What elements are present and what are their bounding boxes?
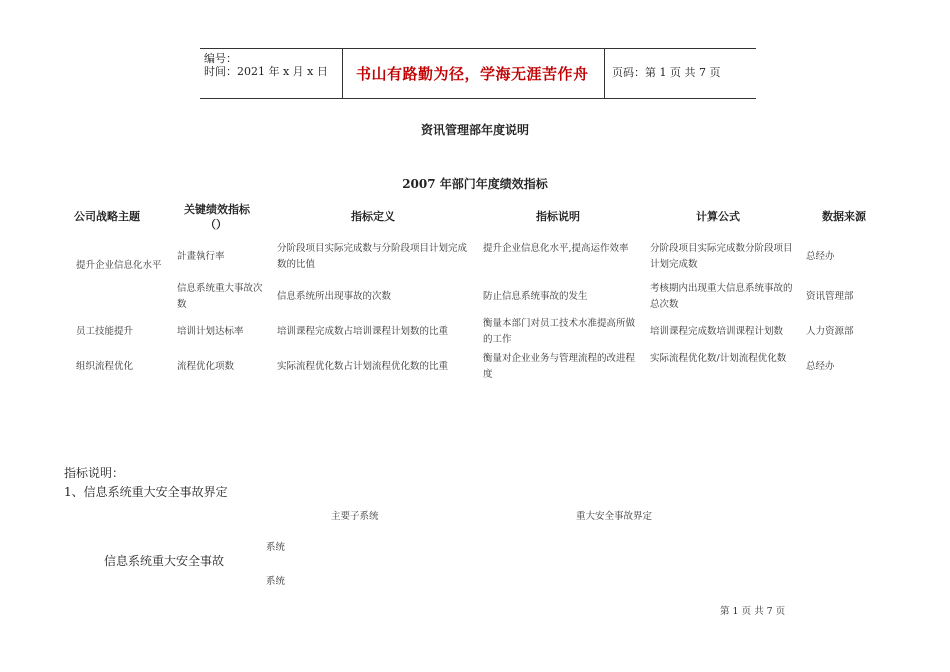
subtable-header-definition: 重大安全事故界定 (576, 511, 653, 522)
cell-definition: 实际流程优化数占计划流程优化数的比重 (277, 361, 449, 372)
cell-definition: 信息系统所出现事故的次数 (277, 291, 392, 302)
subtable-row-label: 信息系统重大安全事故 (104, 554, 225, 568)
cell-theme: 员工技能提升 (76, 326, 134, 337)
header-kpi: 关键绩效指标 (184, 203, 250, 216)
page-footer: 第 1 页 共 7 页 (720, 606, 786, 617)
subtable-item: 系统 (266, 542, 286, 553)
cell-formula: 培训课程完成数培训课程计划数 (650, 326, 784, 337)
cell-formula: 考核期内出现重大信息系统事故的总次数 (650, 283, 793, 310)
header-explanation: 指标说明 (536, 210, 580, 223)
cell-explanation: 防止信息系统事故的发生 (483, 291, 588, 302)
cell-kpi: 計畫執行率 (177, 251, 225, 262)
cell-explanation: 衡量本部门对员工技术水准提高所做的工作 (483, 318, 636, 345)
cell-explanation: 提升企业信息化水平,提高运作效率 (483, 243, 629, 254)
cell-formula: 实际流程优化数/计划流程优化数 (650, 353, 787, 364)
cell-data-source: 资讯管理部 (806, 291, 854, 302)
cell-definition: 分阶段项目实际完成数与分阶段项目计划完成数的比值 (277, 243, 468, 270)
cell-formula: 分阶段项目实际完成数分阶段项目计划完成数 (650, 243, 793, 270)
cell-data-source: 人力资源部 (806, 326, 854, 337)
header-formula: 计算公式 (696, 210, 740, 223)
header-definition: 指标定义 (351, 210, 395, 223)
header-time-label: 时间：2021 年 x 月 x 日 (204, 65, 328, 78)
cell-theme: 组织流程优化 (76, 361, 134, 372)
cell-kpi: 流程优化项数 (177, 361, 235, 372)
cell-data-source: 总经办 (806, 251, 835, 262)
cell-definition: 培训课程完成数占培训课程计划数的比重 (277, 326, 449, 337)
notes-heading: 指标说明： (64, 466, 125, 480)
header-motto: 书山有路勤为径，学海无涯苦作舟 (356, 65, 589, 83)
header-number-label: 编号： (204, 52, 237, 65)
header-page-label: 页码：第 1 页 共 7 页 (612, 66, 721, 79)
header-data-source: 数据来源 (822, 210, 866, 223)
table-title: 2007 年部门年度绩效指标 (402, 177, 548, 191)
header-strategy-theme: 公司战略主题 (74, 210, 140, 223)
cell-data-source: 总经办 (806, 361, 835, 372)
cell-kpi: 培训计划达标率 (177, 326, 244, 337)
subtable-item: 系统 (266, 576, 286, 587)
cell-explanation: 衡量对企业业务与管理流程的改进程度 (483, 353, 636, 380)
subtable-header-subsystem: 主要子系统 (331, 511, 379, 522)
cell-theme: 提升企业信息化水平 (76, 260, 162, 271)
document-title: 资讯管理部年度说明 (420, 123, 529, 137)
header-divider (604, 49, 605, 98)
cell-kpi: 信息系统重大事故次数 (177, 283, 263, 310)
notes-item-1: 1、信息系统重大安全事故界定 (64, 485, 228, 499)
header-divider (342, 49, 343, 98)
header-kpi-paren: （） (205, 218, 227, 231)
